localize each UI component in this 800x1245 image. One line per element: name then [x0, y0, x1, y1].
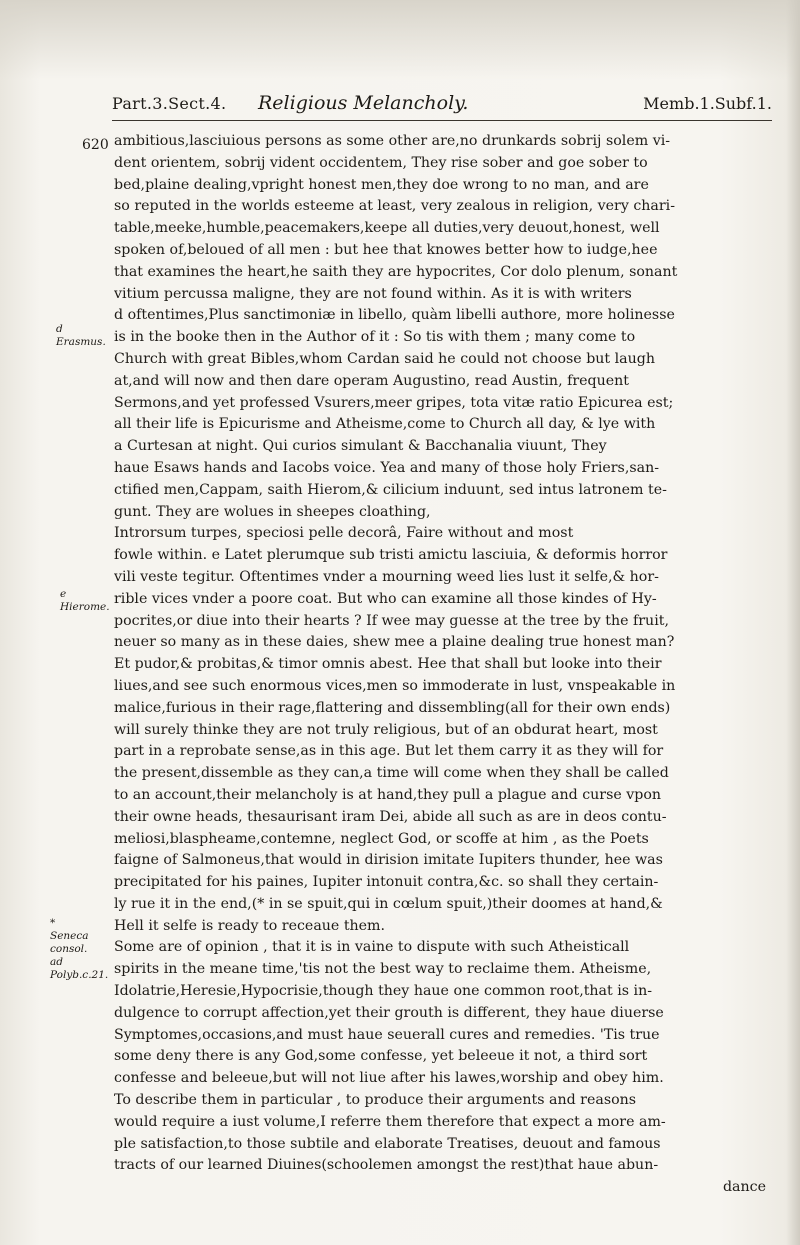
text-line: part in a reprobate sense,as in this age. But let them carry it as they will for	[114, 743, 664, 760]
header-member: Memb.1.Subf.1.	[643, 94, 772, 113]
text-line: Symptomes,occasions,and must haue seuerall cures and remedies. 'Tis true	[114, 1026, 660, 1043]
text-line: neuer so many as in these daies, shew mee a plaine dealing true honest man?	[114, 634, 675, 651]
running-header	[112, 86, 772, 121]
text-line: Idolatrie,Heresie,Hypocrisie,though they haue one common root,that is in-	[114, 983, 653, 1000]
text-line: ambitious,lasciuious persons as some other are,no drunkards sobrij solem vi-	[114, 133, 671, 149]
text-line: haue Esaws hands and Iacobs voice. Yea and many of those holy Friers,san-	[114, 459, 660, 476]
text-line: ly rue it in the end,(* in se spuit,qui in cœlum spuit,)their doomes at hand,&	[114, 895, 663, 912]
text-line: the present,dissemble as they can,a time will come when they shall be called	[114, 765, 669, 782]
text-line: at,and will now and then dare operam Augustino, read Austin, frequent	[114, 372, 629, 389]
text-line: confesse and beleeue,but will not liue after his lawes,worship and obey him.	[114, 1070, 664, 1087]
text-line: rible vices vnder a poore coat. But who can examine all those kindes of Hy-	[114, 590, 657, 607]
text-line: gunt. They are wolues in sheepes cloathing,	[114, 503, 431, 520]
catchword: dance	[722, 1179, 766, 1196]
text-line: d oftentimes,Plus sanctimoniæ in libello, quàm libelli authore, more holinesse	[114, 307, 675, 324]
text-line: will surely thinke they are not truly religious, but of an obdurat heart, most	[114, 721, 658, 738]
text-line: Church with great Bibles,whom Cardan said he could not choose but laugh	[114, 350, 655, 367]
text-line: a Curtesan at night. Qui curios simulant & Bacchanalia viuunt, They	[114, 438, 607, 455]
text-line: Hell it selfe is ready to receaue them.	[114, 917, 386, 934]
text-line: To describe them in particular , to produce their arguments and reasons	[114, 1092, 637, 1109]
text-line: fowle within. e Latet plerumque sub tristi amictu lasciuia, & deformis horror	[114, 547, 668, 564]
text-line: Et pudor,& probitas,& timor omnis abest. Hee that shall but looke into their	[114, 656, 662, 673]
text-line: some deny there is any God,some confesse, yet beleeue it not, a third sort	[114, 1048, 648, 1065]
text-line: Some are of opinion , that it is in vaine to dispute with such Atheisticall	[114, 939, 630, 956]
header-title: Religious Melancholy.	[258, 92, 469, 114]
text-line: their owne heads, thesaurisant iram Dei, abide all such as are in deos contu-	[114, 808, 667, 825]
text-line: dulgence to corrupt affection,yet their grouth is different, they haue diuerse	[114, 1004, 664, 1021]
page-edge-shadow	[786, 0, 800, 1245]
text-line: faigne of Salmoneus,that would in dirision imitate Iupiters thunder, hee was	[114, 852, 663, 869]
text-line: table,meeke,humble,peacemakers,keepe all duties,very deuout,honest, well	[114, 220, 660, 237]
text-line: vili veste tegitur. Oftentimes vnder a mourning weed lies lust it selfe,& hor-	[114, 568, 659, 585]
text-line: would require a iust volume,I referre them therefore that expect a more am-	[114, 1113, 666, 1130]
text-line: to an account,their melancholy is at hand,they pull a plague and curse vpon	[114, 786, 662, 803]
text-line: meliosi,blaspheame,contemne, neglect God, or scoffe at him , as the Poets	[114, 830, 649, 847]
margin-note-seneca: * Seneca consol. ad Polyb.c.21.	[50, 917, 109, 981]
text-line: Introrsum turpes, speciosi pelle decorâ, Faire without and most	[114, 525, 574, 542]
text-line: ctified men,Cappam, saith Hierom,& cilicium induunt, sed intus latronem te-	[114, 481, 667, 498]
body-text	[114, 131, 774, 1199]
text-line: vitium percussa maligne, they are not found within. As it is with writers	[114, 285, 632, 302]
text-line: is in the booke then in the Author of it : So tis with them ; many come to	[114, 329, 636, 346]
page-top-shadow	[0, 0, 800, 80]
text-line: malice,furious in their rage,flattering and dissembling(all for their own ends)	[114, 699, 671, 716]
text-line: spoken of,beloued of all men : but hee that knowes better how to iudge,hee	[114, 241, 658, 258]
margin-note-erasmus: d Erasmus.	[56, 323, 106, 348]
text-line: precipitated for his paines, Iupiter intonuit contra,&c. so shall they certain-	[114, 874, 659, 891]
header-section: Part.3.Sect.4.	[112, 94, 227, 113]
text-line: tracts of our learned Diuines(schoolemen amongst the rest)that haue abun-	[114, 1157, 659, 1174]
text-line: pocrites,or diue into their hearts ? If wee may guesse at the tree by the fruit,	[114, 612, 669, 629]
text-line: ple satisfaction,to those subtile and elaborate Treatises, deuout and famous	[114, 1135, 661, 1152]
text-line: Sermons,and yet professed Vsurers,meer gripes, tota vitæ ratio Epicurea est;	[114, 394, 674, 411]
text-line: bed,plaine dealing,vpright honest men,they doe wrong to no man, and are	[114, 176, 649, 193]
page-number: 620	[82, 137, 109, 153]
text-line: dent orientem, sobrij vident occidentem, They rise sober and goe sober to	[114, 154, 648, 171]
margin-note-hierome: e Hierome.	[60, 588, 110, 613]
text-line: that examines the heart,he saith they are hypocrites, Cor dolo plenum, sonant	[114, 263, 678, 280]
text-line: so reputed in the worlds esteeme at least, very zealous in religion, very chari-	[114, 198, 676, 215]
text-line: liues,and see such enormous vices,men so immoderate in lust, vnspeakable in	[114, 677, 676, 694]
text-line: spirits in the meane time,'tis not the best way to reclaime them. Atheisme,	[114, 961, 652, 978]
text-line: all their life is Epicurisme and Atheisme,come to Church all day, & lye with	[114, 416, 656, 433]
